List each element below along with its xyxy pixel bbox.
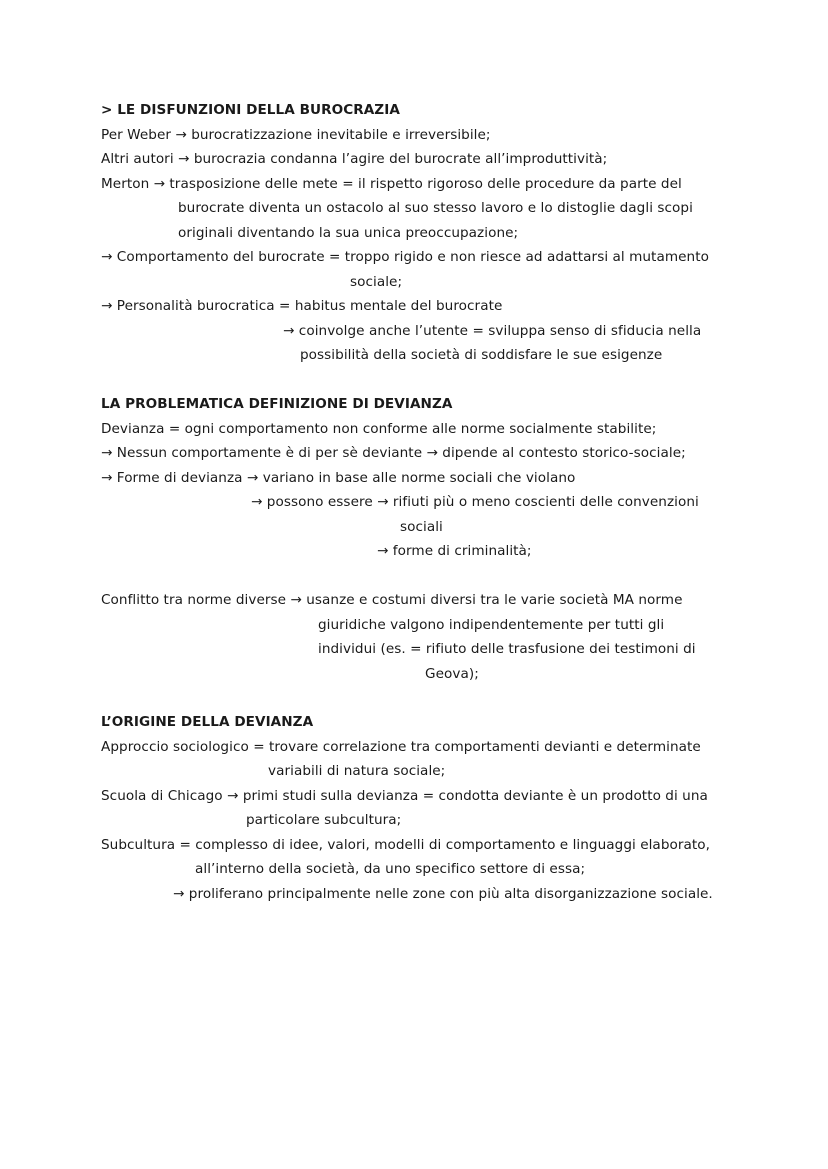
section-heading-origine: L’ORIGINE DELLA DEVIANZA bbox=[101, 714, 314, 730]
text-line: → possono essere → rifiuti più o meno coscienti delle convenzioni bbox=[251, 494, 699, 510]
text-line: → Personalità burocratica = habitus mentale del burocrate bbox=[101, 298, 503, 314]
text-line: sociali bbox=[400, 519, 443, 535]
text-line: originali diventando la sua unica preoccupazione; bbox=[178, 225, 519, 241]
text-line: variabili di natura sociale; bbox=[268, 763, 446, 779]
text-line: → Forme di devianza → variano in base alle norme sociali che violano bbox=[101, 470, 576, 486]
text-line: → forme di criminalità; bbox=[377, 543, 532, 559]
text-line: sociale; bbox=[350, 274, 403, 290]
text-line: all’interno della società, da uno specifico settore di essa; bbox=[195, 861, 586, 877]
section-heading-disfunzioni: > LE DISFUNZIONI DELLA BUROCRAZIA bbox=[101, 102, 400, 118]
text-line: Devianza = ogni comportamento non conforme alle norme socialmente stabilite; bbox=[101, 421, 657, 437]
text-line: → Nessun comportamente è di per sè deviante → dipende al contesto storico-sociale; bbox=[101, 445, 686, 461]
text-line: particolare subcultura; bbox=[246, 812, 402, 828]
text-line: Subcultura = complesso di idee, valori, modelli di comportamento e linguaggi elaborato, bbox=[101, 837, 710, 853]
text-line: burocrate diventa un ostacolo al suo stesso lavoro e lo distoglie dagli scopi bbox=[178, 200, 693, 216]
text-line: Per Weber → burocratizzazione inevitabile e irreversibile; bbox=[101, 127, 491, 143]
text-line: → coinvolge anche l’utente = sviluppa senso di sfiducia nella bbox=[283, 323, 702, 339]
text-line: → proliferano principalmente nelle zone con più alta disorganizzazione sociale. bbox=[173, 886, 713, 902]
text-line: possibilità della società di soddisfare le sue esigenze bbox=[300, 347, 663, 363]
section-heading-devianza: LA PROBLEMATICA DEFINIZIONE DI DEVIANZA bbox=[101, 396, 453, 412]
text-line: → Comportamento del burocrate = troppo rigido e non riesce ad adattarsi al mutamento bbox=[101, 249, 709, 265]
text-line: giuridiche valgono indipendentemente per tutti gli bbox=[318, 617, 665, 633]
text-line: Conflitto tra norme diverse → usanze e costumi diversi tra le varie società MA norme bbox=[101, 592, 683, 608]
text-line: Geova); bbox=[425, 666, 479, 682]
text-line: Approccio sociologico = trovare correlazione tra comportamenti devianti e determinate bbox=[101, 739, 701, 755]
text-line: Altri autori → burocrazia condanna l’agire del burocrate all’improduttività; bbox=[101, 151, 608, 167]
text-line: Scuola di Chicago → primi studi sulla devianza = condotta deviante è un prodotto di una bbox=[101, 788, 708, 804]
text-line: individui (es. = rifiuto delle trasfusione dei testimoni di bbox=[318, 641, 696, 657]
text-line: Merton → trasposizione delle mete = il rispetto rigoroso delle procedure da parte del bbox=[101, 176, 682, 192]
